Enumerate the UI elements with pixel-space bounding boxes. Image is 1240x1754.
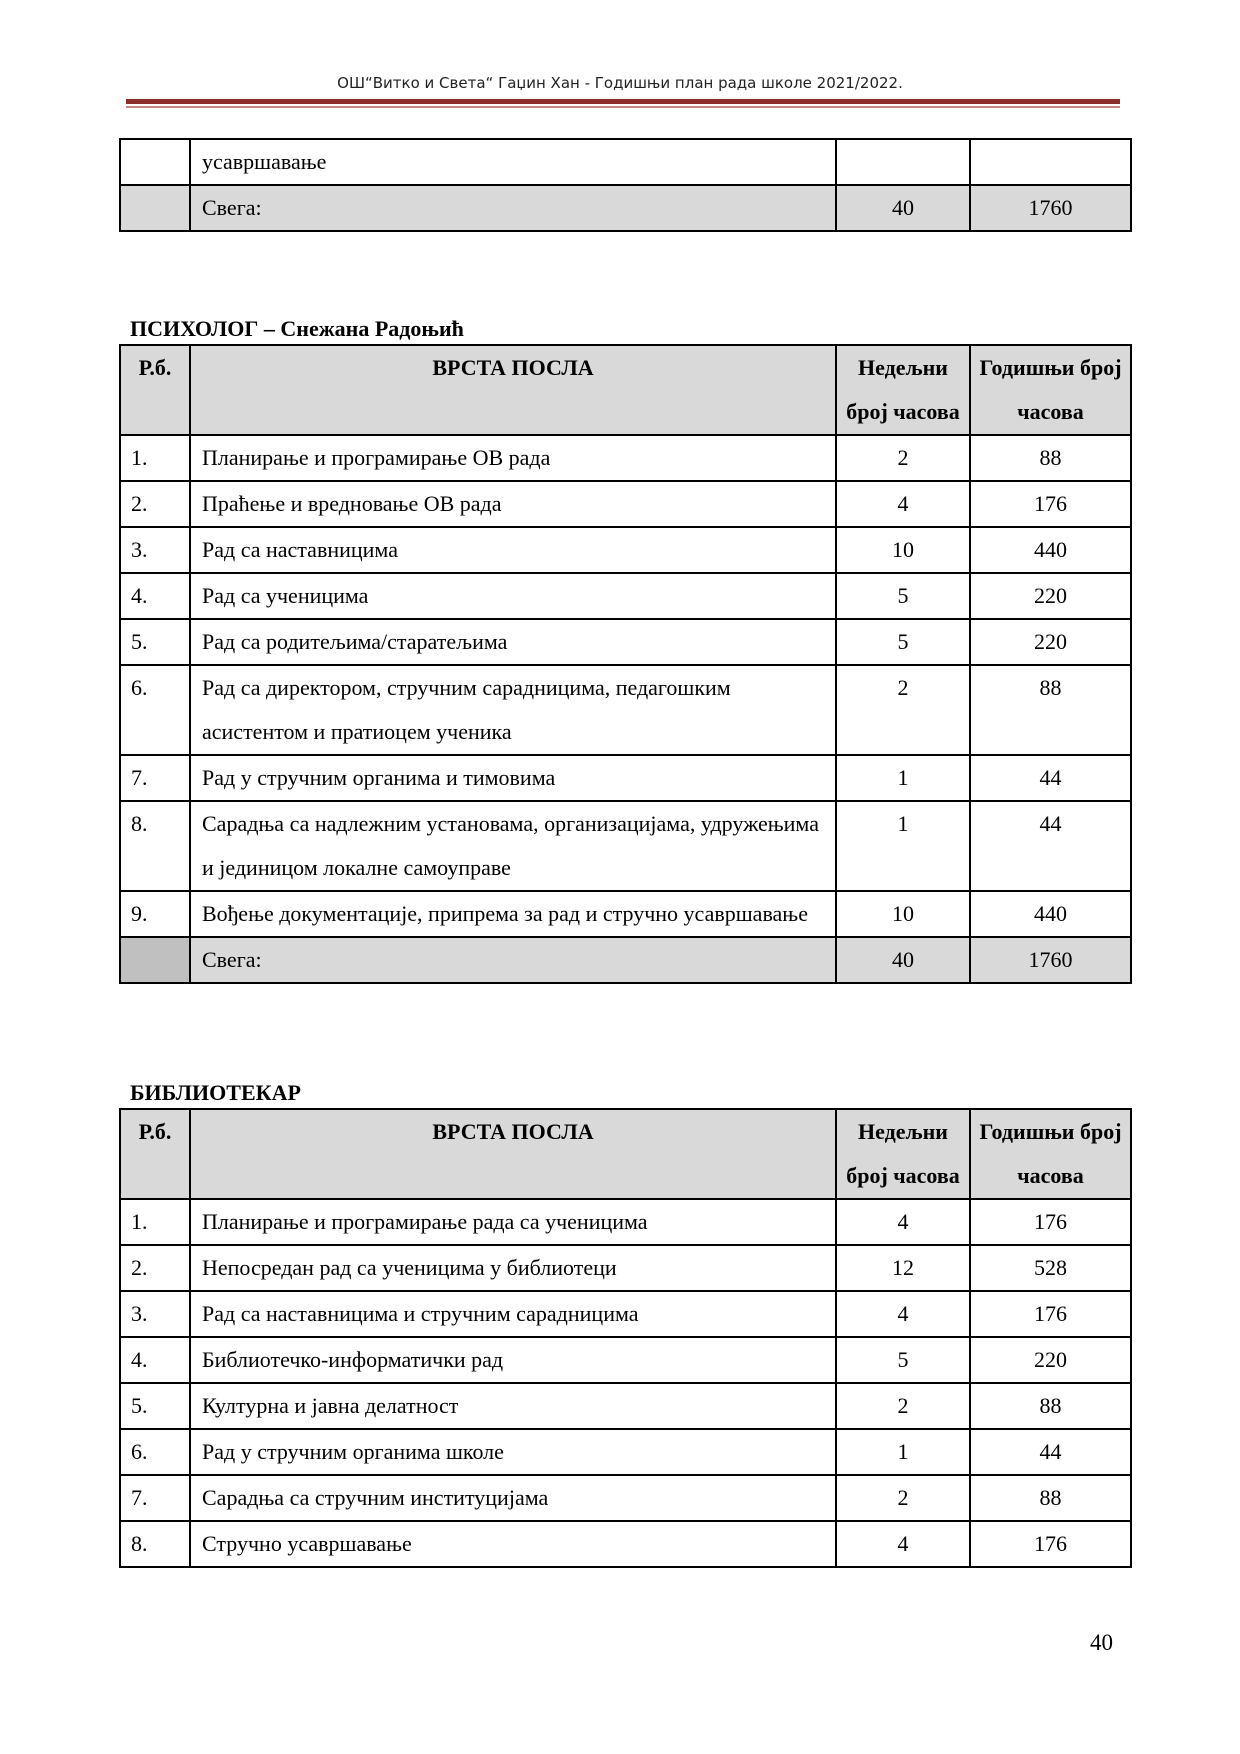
row-annual: 220 [970, 619, 1131, 665]
row-weekly: 1 [836, 801, 970, 891]
row-description: Праћење и вредновање ОВ рада [190, 481, 836, 527]
table-row [120, 1291, 1131, 1337]
row-number: 6. [120, 1429, 190, 1475]
row-number: 7. [120, 1475, 190, 1521]
row-description: Рад са директором, стручним сарадницима, педагошким асистентом и пратиоцем ученика [190, 665, 836, 755]
running-header: ОШ“Витко и Света“ Гаџин Хан - Годишњи план рада школе 2021/2022. [337, 74, 903, 92]
row-description: Планирање и програмирање ОВ рада [190, 435, 836, 481]
table-row [120, 1199, 1131, 1245]
row-description: Библиотечко-информатички рад [190, 1337, 836, 1383]
row-weekly: 4 [836, 1199, 970, 1245]
header-annual: Годишњи број часова [970, 345, 1131, 435]
row-description: Рад са наставницима и стручним сарадницима [190, 1291, 836, 1337]
header-type: ВРСТА ПОСЛА [190, 1109, 836, 1199]
header-rb: Р.б. [120, 345, 190, 435]
table-row [120, 573, 1131, 619]
header-weekly: Недељни број часова [836, 1109, 970, 1199]
psychologist-title: ПСИХОЛОГ – Снежана Радоњић [130, 316, 464, 341]
row-annual: 176 [970, 1521, 1131, 1567]
row-weekly: 5 [836, 573, 970, 619]
row-annual [970, 139, 1131, 185]
table-row [120, 139, 1131, 185]
librarian-table [119, 1108, 1132, 1568]
row-number-blank [120, 937, 190, 983]
row-weekly [836, 139, 970, 185]
page-number: 40 [1090, 1630, 1113, 1655]
row-number: 2. [120, 1245, 190, 1291]
row-weekly: 5 [836, 1337, 970, 1383]
row-annual: 220 [970, 1337, 1131, 1383]
row-description: Рад у стручним органима школе [190, 1429, 836, 1475]
table-row [120, 1429, 1131, 1475]
row-number: 2. [120, 481, 190, 527]
header-rb: Р.б. [120, 1109, 190, 1199]
row-number: 8. [120, 801, 190, 891]
table-row [120, 435, 1131, 481]
row-description: Рад у стручним органима и тимовима [190, 755, 836, 801]
row-description: Стручно усавршавање [190, 1521, 836, 1567]
row-number: 4. [120, 1337, 190, 1383]
table-row [120, 481, 1131, 527]
total-label: Свега: [190, 937, 836, 983]
row-number [120, 185, 190, 231]
row-description: Културна и јавна делатност [190, 1383, 836, 1429]
row-annual: 176 [970, 1291, 1131, 1337]
row-weekly: 5 [836, 619, 970, 665]
table-header-row [120, 345, 1131, 435]
row-description: Рад са ученицима [190, 573, 836, 619]
table-header-row [120, 1109, 1131, 1199]
continuation-table [119, 138, 1132, 232]
row-description: усавршавање [190, 139, 836, 185]
row-annual: 88 [970, 665, 1131, 755]
table-row [120, 1521, 1131, 1567]
table-row [120, 619, 1131, 665]
row-weekly: 1 [836, 1429, 970, 1475]
table-row [120, 891, 1131, 937]
row-annual: 220 [970, 573, 1131, 619]
row-number: 5. [120, 1383, 190, 1429]
row-weekly: 4 [836, 481, 970, 527]
row-annual: 176 [970, 481, 1131, 527]
total-annual: 1760 [970, 937, 1131, 983]
row-description: Планирање и програмирање рада са ученицима [190, 1199, 836, 1245]
table-row [120, 1475, 1131, 1521]
total-annual: 1760 [970, 185, 1131, 231]
row-description: Рад са наставницима [190, 527, 836, 573]
row-number: 1. [120, 1199, 190, 1245]
row-number: 3. [120, 1291, 190, 1337]
row-weekly: 2 [836, 1475, 970, 1521]
row-number: 9. [120, 891, 190, 937]
row-number: 5. [120, 619, 190, 665]
row-description: Вођење документације, припрема за рад и стручно усавршавање [190, 891, 836, 937]
header-type: ВРСТА ПОСЛА [190, 345, 836, 435]
table-row [120, 665, 1131, 755]
librarian-title: БИБЛИОТЕКАР [130, 1080, 301, 1105]
total-label: Свега: [190, 185, 836, 231]
row-description: Сарадња са стручним институцијама [190, 1475, 836, 1521]
row-description: Сарадња са надлежним установама, организацијама, удружењима и јединицом локалне самоуправе [190, 801, 836, 891]
row-annual: 440 [970, 527, 1131, 573]
table-row [120, 1383, 1131, 1429]
row-annual: 44 [970, 801, 1131, 891]
total-weekly: 40 [836, 185, 970, 231]
header-rule [126, 99, 1120, 104]
row-annual: 88 [970, 435, 1131, 481]
table-row [120, 801, 1131, 891]
psychologist-table [119, 344, 1132, 984]
row-number: 6. [120, 665, 190, 755]
row-weekly: 1 [836, 755, 970, 801]
row-description: Рад са родитељима/старатељима [190, 619, 836, 665]
row-number: 4. [120, 573, 190, 619]
row-weekly: 4 [836, 1521, 970, 1567]
row-weekly: 2 [836, 665, 970, 755]
row-weekly: 4 [836, 1291, 970, 1337]
total-row [120, 937, 1131, 983]
row-annual: 528 [970, 1245, 1131, 1291]
row-weekly: 10 [836, 527, 970, 573]
table-row [120, 1337, 1131, 1383]
row-weekly: 10 [836, 891, 970, 937]
header-weekly: Недељни број часова [836, 345, 970, 435]
row-description: Непосредан рад са ученицима у библиотеци [190, 1245, 836, 1291]
header-rule-thin [126, 106, 1120, 108]
row-annual: 44 [970, 1429, 1131, 1475]
row-number [120, 139, 190, 185]
total-row [120, 185, 1131, 231]
row-number: 7. [120, 755, 190, 801]
row-weekly: 2 [836, 435, 970, 481]
row-annual: 44 [970, 755, 1131, 801]
header-annual: Годишњи број часова [970, 1109, 1131, 1199]
row-annual: 440 [970, 891, 1131, 937]
row-annual: 88 [970, 1475, 1131, 1521]
row-weekly: 12 [836, 1245, 970, 1291]
row-annual: 176 [970, 1199, 1131, 1245]
table-row [120, 755, 1131, 801]
table-row [120, 527, 1131, 573]
total-weekly: 40 [836, 937, 970, 983]
row-number: 1. [120, 435, 190, 481]
row-number: 8. [120, 1521, 190, 1567]
row-number: 3. [120, 527, 190, 573]
row-weekly: 2 [836, 1383, 970, 1429]
table-row [120, 1245, 1131, 1291]
row-annual: 88 [970, 1383, 1131, 1429]
